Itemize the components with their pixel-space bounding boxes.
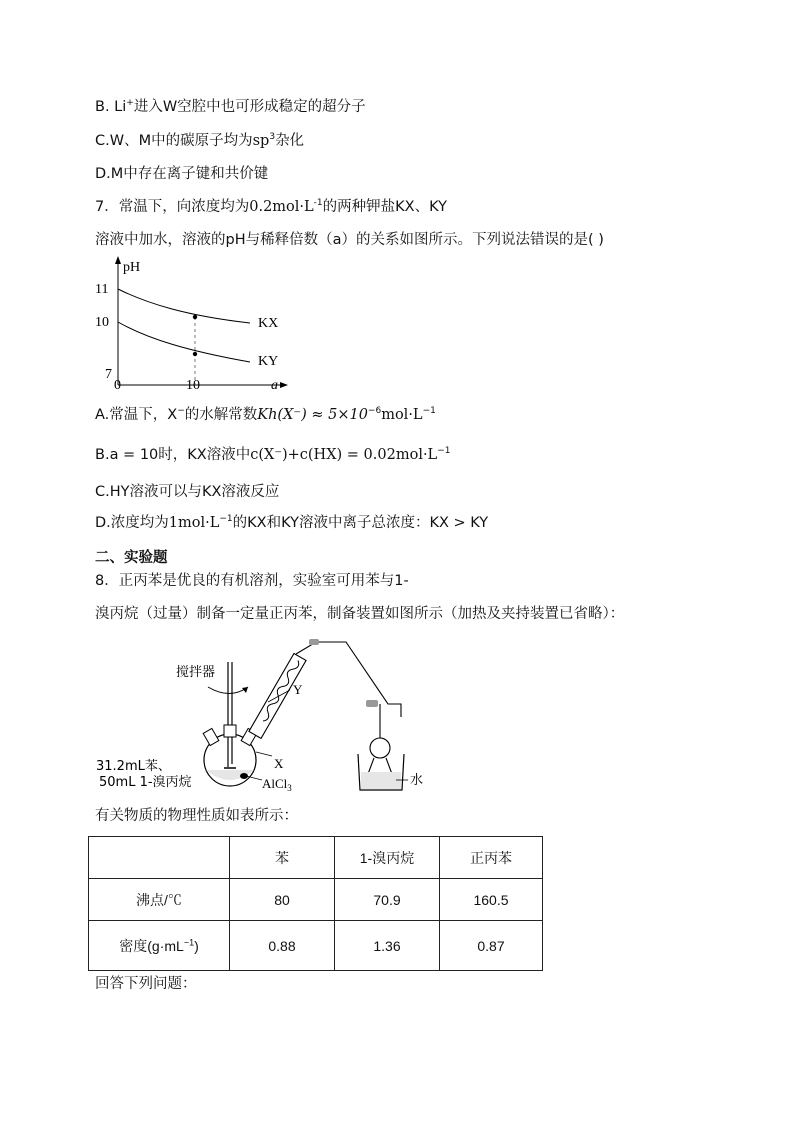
flask-label-x: X [274, 756, 284, 771]
reagent-label-1: 31.2mL苯、 [96, 759, 171, 774]
q7-stem-line1: 7．常温下，向浓度均为$0.2mol\cdot L^{-1}$的两种钾盐KX、KY [95, 198, 447, 215]
table-cell: 0.88 [230, 921, 335, 971]
table-row [89, 879, 543, 921]
table-cell: 0.87 [440, 921, 543, 971]
table-cell: 1.36 [335, 921, 440, 971]
y-axis-label: pH [123, 260, 141, 275]
gas-tube [296, 642, 401, 717]
inverted-funnel-bulb [370, 738, 390, 758]
row-label: 密度$(g\cdot mL^{-1})$ [89, 921, 230, 971]
table-intro: 有关物质的物理性质如表所示： [95, 808, 298, 824]
table-cell: 80 [230, 879, 335, 921]
y-axis-arrow [115, 256, 121, 264]
catalyst-label: AlCl$_3$ [262, 776, 292, 793]
q7-stem-line2: 溶液中加水，溶液的pH与稀释倍数（a）的关系如图所示。下列说法错误的是( ) [95, 232, 604, 248]
option-6b: B. Li+进入W空腔中也可形成稳定的超分子 [95, 98, 366, 115]
x-axis-arrow [280, 382, 288, 388]
ytick-7: 7 [105, 367, 112, 382]
xtick-0: 0 [114, 378, 121, 393]
header-cell: 1-溴丙烷 [335, 837, 440, 879]
water-label: 水 [410, 773, 424, 788]
x-axis-label: a [271, 378, 278, 393]
q7-option-c: C.HY溶液可以与KX溶液反应 [95, 484, 280, 500]
apparatus-diagram [96, 632, 456, 797]
q7-option-d: D.浓度均为$1mol\cdot L^{-1}$的KX和KY溶液中离子总浓度：KX > KY [95, 514, 489, 531]
header-cell: 苯 [230, 837, 335, 879]
ytick-10: 10 [95, 315, 109, 330]
table-cell: 160.5 [440, 879, 543, 921]
ky-point-a10 [193, 352, 197, 356]
ky-series-label: KY [258, 354, 279, 369]
q8-stem-line1: 8．正丙苯是优良的有机溶剂，实验室可用苯与1- [95, 573, 409, 589]
ph-dilution-chart [88, 252, 298, 400]
table-row [89, 921, 543, 971]
condenser-label-y: Y [293, 682, 303, 697]
reagent-label-2: 50mL 1-溴丙烷 [99, 775, 192, 790]
xtick-10: 10 [186, 378, 200, 393]
properties-table [88, 836, 543, 971]
header-cell: 正丙苯 [440, 837, 543, 879]
answer-prompt: 回答下列问题： [95, 976, 197, 992]
q7-option-b: B.a = 10时，KX溶液中$c(X^-)+c(HX) = 0.02mol\cdot L^{-1}$ [95, 446, 451, 463]
option-6d: D.M中存在离子键和共价键 [95, 166, 269, 182]
row-label: 沸点/℃ [89, 879, 230, 921]
ky-curve [118, 322, 250, 362]
q8-stem-line2: 溴丙烷（过量）制备一定量正丙苯，制备装置如图所示（加热及夹持装置已省略）： [95, 606, 625, 622]
kx-curve [118, 289, 250, 323]
q7-option-a: A.常温下，X−的水解常数$Kh(X^-) \approx 5\times 10^{-6}mol\cdot L^{-1}$ [95, 406, 436, 423]
stirrer-label: 搅拌器 [176, 665, 216, 680]
ytick-11: 11 [95, 282, 109, 297]
table-header-row [89, 837, 543, 879]
header-cell-empty [89, 837, 230, 879]
section-title: 二、实验题 [95, 550, 168, 566]
kx-point-a10 [193, 315, 197, 319]
kx-series-label: KX [258, 316, 279, 331]
option-6c: C.W、M中的碳原子均为$sp^3$杂化 [95, 132, 305, 149]
table-cell: 70.9 [335, 879, 440, 921]
